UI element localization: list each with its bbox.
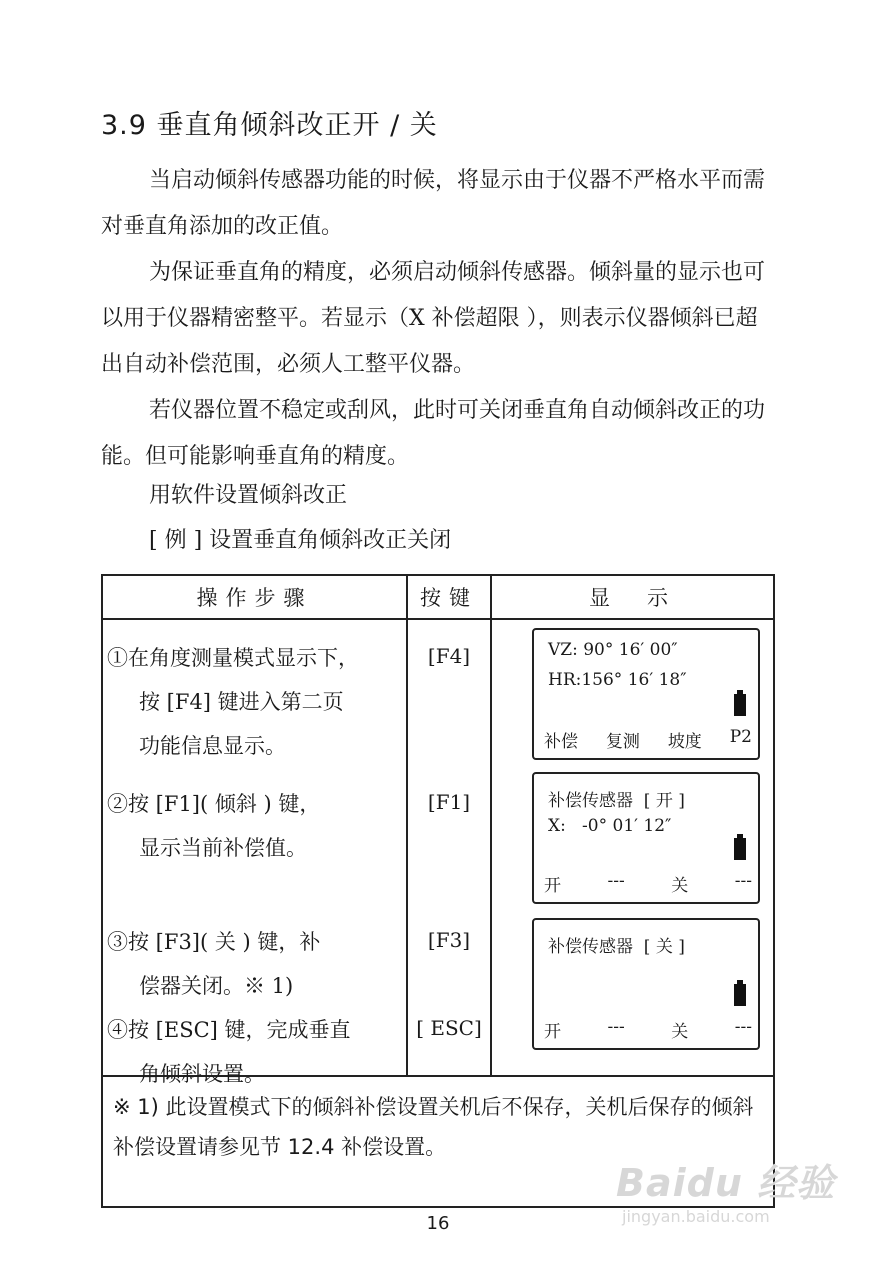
table-header-row: [102, 575, 774, 619]
softkey-f2: 复测: [605, 732, 640, 753]
display-screen-3: [532, 918, 760, 1050]
page-number: 16: [426, 1213, 450, 1234]
key-f4: [F4]: [427, 644, 471, 669]
softkey-f1: 补偿: [544, 732, 578, 753]
header-display: 显 示: [491, 575, 774, 619]
softkey-f2: ---: [607, 871, 625, 892]
header-keys: 按键: [407, 575, 491, 619]
paragraph-2-text: 为保证垂直角的精度，必须启动倾斜传感器。倾斜量的显示也可以用于仪器精密整平。若显示（X 补偿超限 ），则表示仪器倾斜已超出自动补偿范围，必须人工整平仪器。: [101, 260, 766, 377]
screen-2-row-2: X: -0° 01′ 12″: [548, 816, 672, 837]
step-4-line-1: ④按 [ESC] 键，完成垂直: [107, 1018, 351, 1043]
table-row: [102, 619, 774, 1076]
paragraph-2: [101, 250, 769, 388]
step-3-line-1: ③按 [F3]( 关 ) 键，补: [107, 930, 321, 955]
step-3-line-2: 偿器关闭。※ 1): [139, 974, 294, 999]
step-2: [107, 782, 320, 870]
screen-1-row-1: VZ: 90° 16′ 00″: [548, 640, 678, 661]
display-screen-1: [532, 628, 760, 760]
section-heading: 3.9 垂直角倾斜改正开 / 关: [101, 110, 438, 141]
softkey-f4: P2: [729, 727, 752, 748]
display-cell: [491, 619, 774, 1076]
software-setting-line: 用软件设置倾斜改正: [149, 483, 348, 508]
screen-3-row-1: 补偿传感器 [ 关 ]: [548, 937, 685, 958]
softkey-f3: 关: [671, 876, 689, 897]
operation-table: [101, 574, 775, 1208]
key-f3: [F3]: [427, 928, 471, 953]
header-steps: 操作步骤: [102, 575, 407, 619]
step-4-line-2: 角倾斜设置。: [139, 1062, 265, 1087]
steps-cell: [102, 619, 407, 1087]
step-1-line-1: ①在角度测量模式显示下，: [107, 646, 359, 671]
keys-cell: [407, 619, 491, 1076]
paragraph-1-text: 当启动倾斜传感器功能的时候，将显示由于仪器不严格水平而需对垂直角添加的改正值。: [101, 168, 766, 239]
softkey-f1: 开: [544, 876, 561, 897]
example-line: [ 例 ] 设置垂直角倾斜改正关闭: [149, 528, 452, 553]
footnote: ※ 1) 此设置模式下的倾斜补偿设置关机后不保存，关机后保存的倾斜补偿设置请参见节 12.4 补偿设置。: [102, 1076, 774, 1207]
softkey-row-3: [544, 1017, 752, 1042]
watermark-url: jingyan.baidu.com: [622, 1207, 770, 1226]
screen-2-row-1: 补偿传感器 [ 开 ]: [548, 791, 685, 812]
watermark: [616, 1152, 835, 1226]
softkey-f3: 关: [671, 1022, 689, 1043]
step-4: [107, 1008, 351, 1096]
key-esc: [ ESC]: [416, 1016, 482, 1041]
watermark-logo: Baidu 经验: [616, 1161, 836, 1205]
battery-icon: [734, 838, 746, 860]
display-screen-2: [532, 772, 760, 904]
softkey-f4: ---: [734, 871, 752, 892]
screen-1-row-2: HR:156° 16′ 18″: [548, 670, 687, 691]
paragraph-1: [101, 158, 769, 250]
softkey-row-1: [544, 727, 752, 752]
softkey-f3: 坡度: [667, 732, 702, 753]
battery-icon: [734, 694, 746, 716]
step-1-line-3: 功能信息显示。: [139, 734, 286, 759]
softkey-f2: ---: [607, 1017, 625, 1038]
step-3: [107, 920, 320, 1008]
softkey-f1: 开: [544, 1022, 561, 1043]
step-1-line-2: 按 [F4] 键进入第二页: [139, 690, 344, 715]
paragraph-3-text: 若仪器位置不稳定或刮风，此时可关闭垂直角自动倾斜改正的功能。但可能影响垂直角的精度。: [101, 398, 766, 469]
softkey-f4: ---: [734, 1017, 752, 1038]
step-2-line-1: ②按 [F1]( 倾斜 ) 键，: [107, 792, 321, 817]
step-2-line-2: 显示当前补偿值。: [139, 836, 307, 861]
softkey-row-2: [544, 871, 752, 896]
step-1: [107, 636, 359, 768]
paragraph-3: [101, 388, 769, 480]
key-f1: [F1]: [427, 790, 471, 815]
battery-icon: [734, 984, 746, 1006]
